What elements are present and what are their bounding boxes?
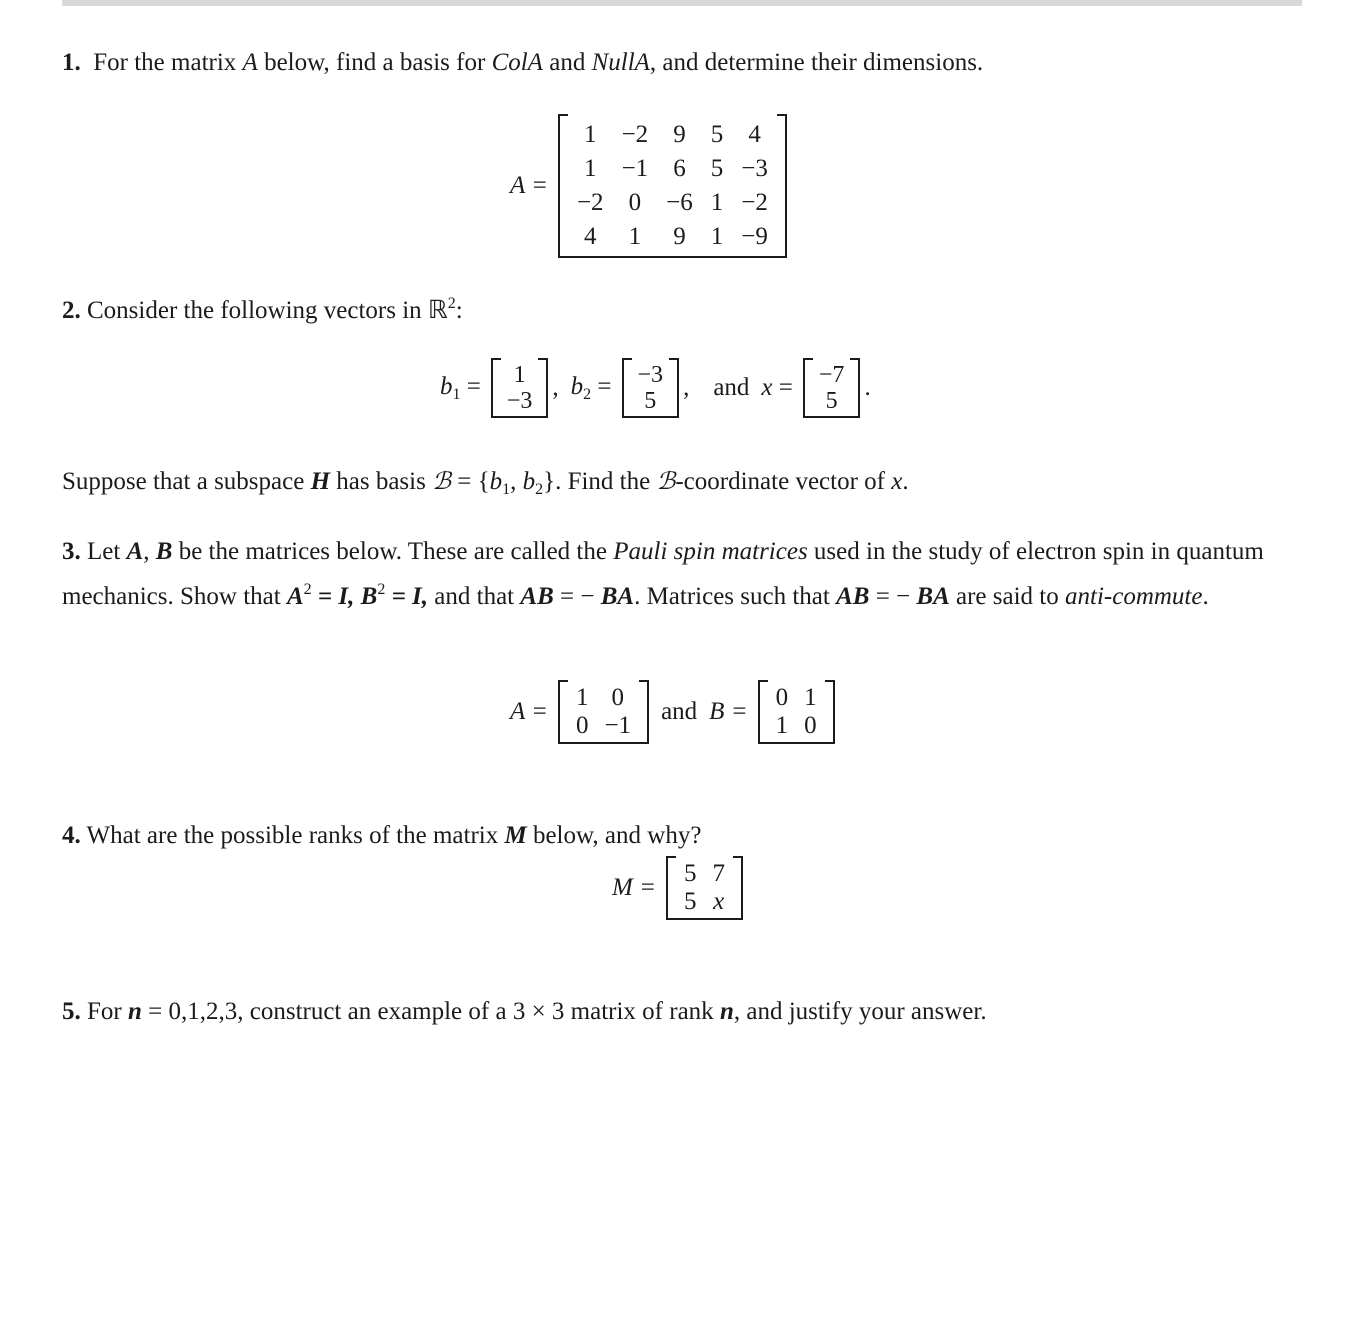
- matrix-entry: −2: [576, 189, 604, 216]
- matrix-entry: −2: [741, 189, 768, 216]
- separator: ,: [143, 538, 156, 565]
- matrix-entry: 5: [710, 121, 724, 148]
- matrix-B-label: B =: [709, 698, 748, 725]
- matrix-row: [632, 362, 670, 388]
- matrix-row: [568, 712, 639, 740]
- problem-3-text: are said to: [949, 583, 1065, 610]
- problem-1-text: and: [542, 49, 592, 76]
- problem-2-text: .: [902, 468, 909, 495]
- matrix-A: [558, 114, 787, 258]
- symbol-n: n: [719, 998, 734, 1025]
- matrix-row: [568, 186, 777, 220]
- matrix-entry: 7: [712, 860, 725, 887]
- problem-4-matrix-equation: [612, 856, 743, 920]
- matrix-A-label: A =: [510, 172, 548, 199]
- problem-2-text: has basis: [330, 468, 433, 495]
- matrix-entry: 5: [825, 388, 838, 414]
- problem-4-text: below, and why?: [526, 822, 702, 849]
- problem-2-question: [62, 462, 1272, 509]
- pauli-matrix-A: [558, 680, 649, 744]
- problem-3-number: 3.: [62, 538, 81, 565]
- superscript: 2: [377, 581, 386, 598]
- matrix-row: [568, 152, 777, 186]
- and-word: and: [713, 374, 750, 401]
- identity-equation: = I,: [385, 583, 429, 610]
- matrix-entry: 0: [775, 684, 789, 711]
- matrix-entry: 5: [710, 155, 724, 182]
- b2-label: b: [570, 372, 584, 400]
- vector-x: [803, 358, 861, 418]
- matrix-row: [568, 220, 777, 254]
- symbol-H: H: [310, 468, 331, 495]
- problem-2-text: }. Find the: [543, 468, 657, 495]
- identity-equation: = I,: [311, 583, 361, 610]
- symbol-reals: ℝ: [427, 297, 448, 324]
- matrix-entry: 5: [683, 860, 697, 887]
- problem-2-number: 2.: [62, 297, 81, 324]
- problem-2-text: = {: [450, 468, 490, 495]
- superscript: 2: [303, 581, 312, 598]
- matrix-row: [676, 888, 733, 916]
- comma: ,: [683, 374, 690, 401]
- equals-sign: =: [466, 372, 481, 400]
- symbol-B: B: [360, 583, 378, 610]
- matrix-row: [768, 712, 825, 740]
- matrix-entry: 4: [748, 121, 761, 148]
- problem-1-text: , and determine their dimensions.: [649, 49, 984, 76]
- matrix-entry: −7: [818, 362, 845, 388]
- matrix-row: [568, 684, 639, 712]
- problem-3-text: Let: [80, 538, 127, 565]
- matrix-entry: 0: [611, 684, 624, 711]
- matrix-entry: −6: [666, 189, 693, 216]
- symbol-AB: AB: [520, 583, 554, 610]
- problem-2-vectors: [440, 358, 883, 418]
- problem-3-statement: [62, 533, 1272, 616]
- equals-sign: =: [778, 374, 793, 401]
- symbol-B: B: [155, 538, 173, 565]
- problem-3-text: used in the study of electron spin in quantum mechanics. Show that: [62, 538, 1264, 610]
- matrix-row: [768, 684, 825, 712]
- matrix-entry: 0: [804, 712, 817, 739]
- symbol-b2: b: [522, 468, 536, 495]
- matrix-entry: 1: [710, 189, 724, 216]
- vector-b1: [491, 358, 549, 418]
- matrix-entry: −2: [621, 121, 649, 148]
- matrix-entry: 0: [575, 712, 589, 739]
- problem-5-text: , and justify your answer.: [733, 998, 987, 1025]
- matrix-entry: 1: [775, 712, 789, 739]
- problem-5-text: = 0,1,2,3, construct an example of a 3 × 3 matrix of rank: [141, 998, 720, 1025]
- matrix-row: [813, 388, 851, 414]
- vector-b2: [622, 358, 680, 418]
- problem-5-number: 5.: [62, 998, 81, 1025]
- problem-3-text: .: [1202, 583, 1209, 610]
- problem-4-statement: [62, 817, 1272, 855]
- matrix-entry: −9: [741, 223, 768, 250]
- anti-commute-term: anti-commute: [1065, 583, 1203, 610]
- symbol-AB: AB: [836, 583, 870, 610]
- pauli-matrix-B: [758, 680, 835, 744]
- matrix-row: [568, 118, 777, 152]
- symbol-basis-B: ℬ: [432, 467, 451, 495]
- symbol-n: n: [127, 998, 142, 1025]
- comma: ,: [552, 374, 559, 401]
- matrix-entry: −3: [506, 388, 533, 414]
- matrix-entry: 0: [628, 189, 642, 216]
- matrix-entry: x: [713, 888, 725, 915]
- problem-2-text: Suppose that a subspace: [62, 468, 311, 495]
- equals-minus: = −: [869, 583, 917, 610]
- problem-4-text: What are the possible ranks of the matrix: [80, 822, 505, 849]
- matrix-row: [501, 388, 539, 414]
- matrix-entry: 1: [628, 223, 642, 250]
- matrix-row: [813, 362, 851, 388]
- symbol-M: M: [504, 822, 527, 849]
- subscript: 2: [583, 385, 592, 403]
- matrix-entry: 1: [584, 121, 597, 148]
- problem-1-statement: [62, 44, 1272, 82]
- separator: ,: [510, 468, 523, 495]
- matrix-row: [676, 860, 733, 888]
- matrix-entry: 1: [804, 684, 817, 711]
- symbol-basis-B: ℬ: [656, 467, 676, 495]
- matrix-entry: 9: [673, 223, 686, 250]
- matrix-entry: 6: [673, 155, 686, 182]
- matrix-entry: −3: [741, 155, 768, 182]
- symbol-A: A: [126, 538, 144, 565]
- top-divider: [62, 0, 1302, 6]
- matrix-entry: 1: [710, 223, 724, 250]
- symbol-nullA: NullA: [591, 49, 650, 76]
- matrix-entry: 4: [584, 223, 597, 250]
- problem-1-text: below, find a basis for: [257, 49, 492, 76]
- problem-1-number: 1.: [62, 49, 81, 76]
- problem-2-text: Consider the following vectors in: [80, 297, 428, 324]
- b1-label: b: [440, 372, 453, 400]
- matrix-entry: −1: [621, 155, 649, 182]
- problem-1-matrix-equation: [510, 114, 787, 258]
- problem-3-text: and that: [428, 583, 521, 610]
- matrix-entry: 1: [584, 155, 597, 182]
- problem-3-text: be the matrices below. These are called the: [172, 538, 614, 565]
- matrix-entry: 9: [673, 121, 686, 148]
- problem-2-text: -coordinate vector of: [675, 468, 892, 495]
- matrix-entry: −1: [604, 712, 632, 739]
- matrix-M: [666, 856, 743, 920]
- problem-1-text: For the matrix: [93, 49, 243, 76]
- problem-3-text: . Matrices such that: [634, 583, 837, 610]
- problem-2-text: :: [455, 297, 463, 324]
- superscript: 2: [447, 295, 456, 312]
- symbol-b1: b: [489, 468, 503, 495]
- x-label: x: [761, 374, 773, 401]
- equals-minus: = −: [553, 583, 601, 610]
- problem-4-number: 4.: [62, 822, 81, 849]
- subscript: 1: [452, 385, 461, 403]
- and-word: and: [661, 698, 698, 725]
- matrix-entry: 1: [575, 684, 589, 711]
- symbol-BA: BA: [600, 583, 635, 610]
- problem-5-statement: [62, 993, 1272, 1031]
- symbol-A: A: [242, 49, 258, 76]
- subscript: 2: [535, 481, 544, 498]
- matrix-M-label: M =: [612, 874, 656, 901]
- matrix-entry: 1: [513, 362, 526, 388]
- symbol-colA: ColA: [491, 49, 543, 76]
- matrix-row: [632, 388, 670, 414]
- period: .: [864, 374, 871, 401]
- matrix-entry: −3: [637, 362, 664, 388]
- matrix-entry: 5: [644, 388, 657, 414]
- matrix-row: [501, 362, 539, 388]
- symbol-BA: BA: [916, 583, 950, 610]
- problem-5-text: For: [80, 998, 128, 1025]
- symbol-A: A: [286, 583, 304, 610]
- subscript: 1: [502, 481, 511, 498]
- symbol-x: x: [891, 468, 903, 495]
- pauli-term: Pauli spin matrices: [613, 538, 808, 565]
- equals-sign: =: [597, 372, 612, 400]
- problem-3-matrices: [510, 680, 835, 744]
- problem-2-statement: [62, 285, 1272, 330]
- matrix-A-label: A =: [510, 698, 548, 725]
- matrix-entry: 5: [683, 888, 697, 915]
